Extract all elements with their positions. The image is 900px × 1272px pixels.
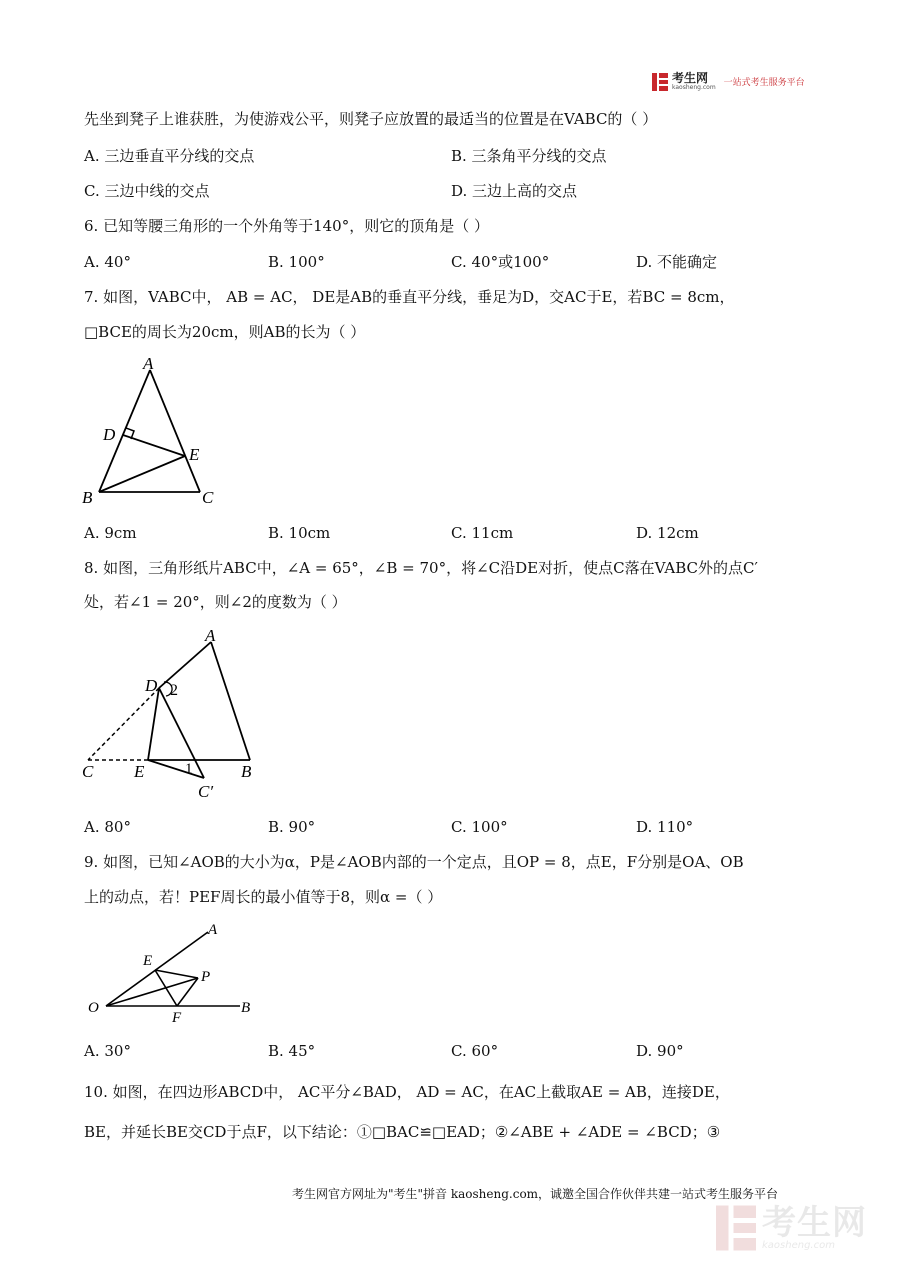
q9-label-p: P [201,969,211,985]
q9-label-a: A [208,922,218,938]
q9-label-f: F [172,1010,182,1026]
q9-label-e: E [143,953,153,969]
header-slogan: 一站式考生服务平台 [723,78,805,88]
q8-figure [78,622,278,804]
q6-text: 6. 已知等腰三角形的一个外角等于140°，则它的顶角是（ ） [84,217,489,235]
q8-option-a: A. 80° [84,818,131,836]
q8-text-line1: 8. 如图，三角形纸片ABC中，∠A = 65°，∠B = 70°，将∠C沿DE对折，使点C落在VABC外的点C′ [84,559,758,577]
q6-option-b: B. 100° [268,253,325,271]
q7-option-d: D. 12cm [636,524,699,542]
q8-label-d: D [145,676,158,695]
q9-segment-ef [155,970,177,1006]
footer-text: 考生网官方网址为"考生"拼音 kaosheng.com，诚邀全国合作伙伴共建一站式考生服务平台 [292,1187,779,1201]
logo-icon [652,73,668,91]
logo-title: 考生网 [672,71,709,85]
q8-dashed-dc [88,688,159,760]
q9-figure [80,918,270,1030]
q7-side-ac [150,370,200,492]
q9-text-line1: 9. 如图，已知∠AOB的大小为α，P是∠AOB内部的一个定点，且OP = 8，点E，F分别是OA、OB [84,853,744,871]
q9-segment-op [106,978,198,1006]
q8-side-ad [159,642,211,688]
q9-label-o: O [88,1000,99,1016]
q9-ray-oa [106,932,211,1006]
q10-text-line2: BE，并延长BE交CD于点F，以下结论：①□BAC≌□EAD；②∠ABE + ∠ADE = ∠BCD；③ [84,1123,721,1141]
watermark-logo-icon [716,1204,756,1252]
q9-text-line2: 上的动点，若！PEF周长的最小值等于8，则α =（ ） [84,888,443,906]
q9-segment-fp [177,978,198,1006]
q9-option-b: B. 45° [268,1042,316,1060]
q7-text-line2: □BCE的周长为20cm，则AB的长为（ ） [84,323,366,341]
q7-option-b: B. 10cm [268,524,331,542]
q7-label-c: C [202,488,214,507]
q8-label-c-prime: C′ [198,782,214,801]
watermark-title: 考生网 [762,1202,867,1243]
q5-option-c: C. 三边中线的交点 [84,182,210,200]
q8-segment-de [148,688,159,760]
q7-option-c: C. 11cm [451,524,514,542]
q7-label-a: A [143,354,154,373]
q8-option-c: C. 100° [451,818,508,836]
q9-option-a: A. 30° [84,1042,131,1060]
q9-segment-ep [155,970,198,978]
q9-label-b: B [241,1000,251,1016]
q8-label-c: C [82,762,94,781]
q8-label-1: 1 [185,761,193,777]
logo-sub: kaosheng.com [672,84,716,91]
q5-option-b: B. 三条角平分线的交点 [451,147,607,165]
q8-label-a: A [205,626,216,645]
q6-option-c: C. 40°或100° [451,253,550,271]
q8-label-b: B [241,762,252,781]
q8-segment-dc-prime [159,688,204,778]
q7-segment-de [123,435,185,456]
q10-text-line1: 10. 如图，在四边形ABCD中， AC平分∠BAD， AD = AC，在AC上截取AE = AB，连接DE， [84,1083,730,1101]
q8-option-b: B. 90° [268,818,316,836]
q8-label-e: E [134,762,145,781]
q7-label-d: D [103,425,116,444]
q5-option-a: A. 三边垂直平分线的交点 [84,147,255,165]
q6-option-a: A. 40° [84,253,131,271]
q6-option-d: D. 不能确定 [636,253,718,271]
q8-text-line2: 处，若∠1 = 20°，则∠2的度数为（ ） [84,593,347,611]
q9-option-d: D. 90° [636,1042,684,1060]
q8-option-d: D. 110° [636,818,694,836]
q7-figure [78,352,238,514]
watermark [716,1204,867,1252]
q7-label-e: E [189,445,200,464]
header-logo [652,72,805,91]
q8-side-ab [211,642,250,760]
q7-text-line1: 7. 如图，VABC中， AB = AC， DE是AB的垂直平分线，垂足为D，交AC于E，若BC = 8cm， [84,288,735,306]
watermark-sub: kaosheng.com [762,1239,835,1251]
q7-label-b: B [82,488,93,507]
q7-option-a: A. 9cm [84,524,137,542]
q9-option-c: C. 60° [451,1042,499,1060]
q8-label-2: 2 [170,682,178,699]
q5-tail-text: 先坐到凳子上谁获胜，为使游戏公平，则凳子应放置的最适当的位置是在VABC的（ ） [84,110,658,128]
q5-option-d: D. 三边上高的交点 [451,182,578,200]
